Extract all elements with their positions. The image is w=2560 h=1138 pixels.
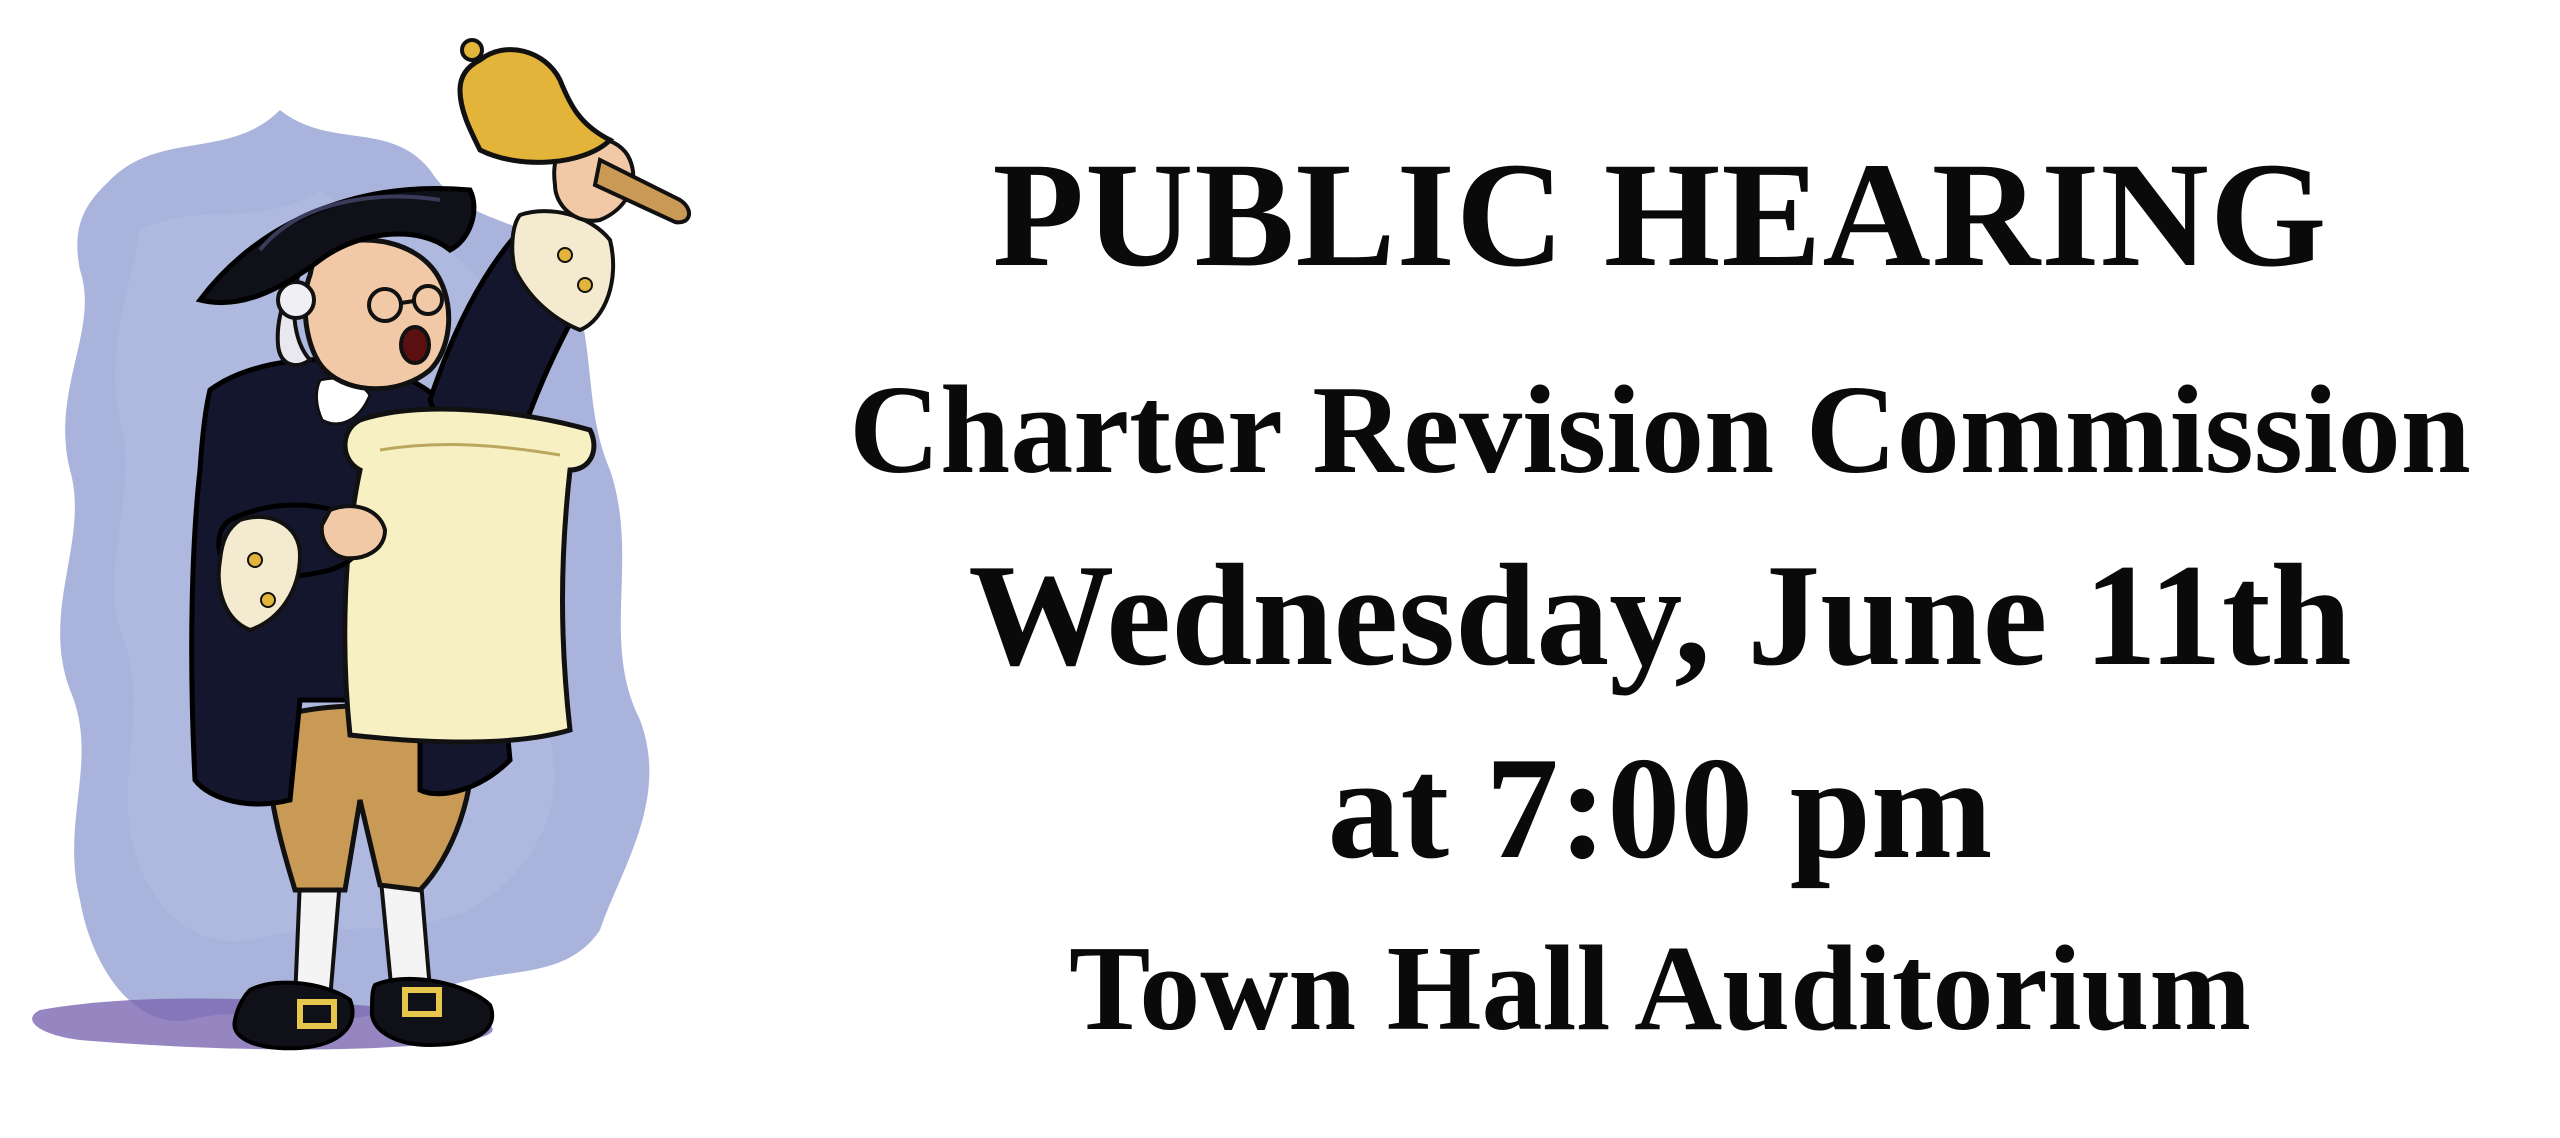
- town-crier-illustration: [0, 0, 760, 1138]
- notice-location: Town Hall Auditorium: [1069, 921, 2251, 1056]
- scroll: [345, 409, 594, 742]
- notice-organization: Charter Revision Commission: [849, 361, 2471, 500]
- left-hand: [322, 506, 385, 558]
- notice-time: at 7:00 pm: [1327, 727, 1993, 889]
- notice-text: [780, 0, 2540, 1138]
- notice-heading: PUBLIC HEARING: [992, 132, 2328, 298]
- bell-icon: [460, 50, 610, 163]
- notice-date: Wednesday, June 11th: [968, 534, 2352, 696]
